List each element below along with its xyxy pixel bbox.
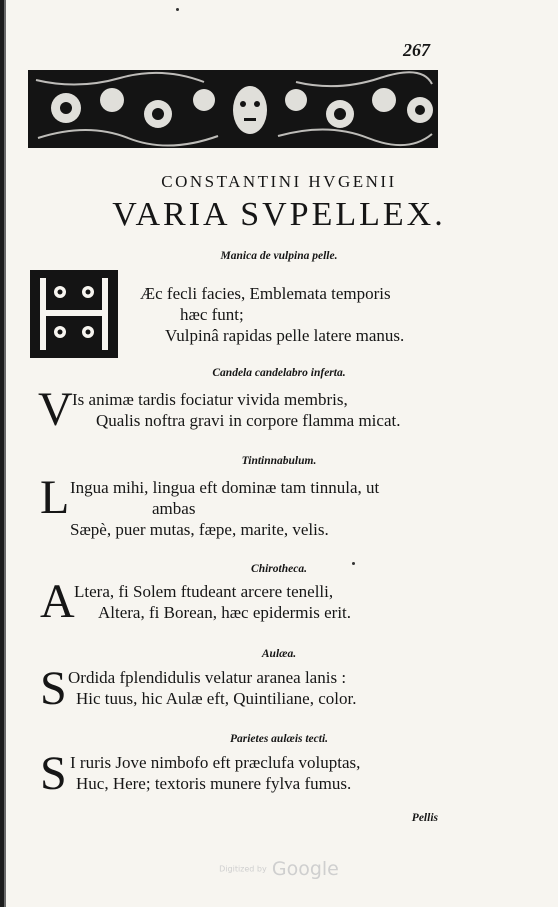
- poem-heading: Chirotheca.: [251, 563, 307, 575]
- drop-cap-letter: A: [40, 575, 75, 628]
- poem-heading: Manica de vulpina pelle.: [220, 250, 338, 262]
- drop-cap-letter: S: [40, 747, 67, 800]
- drop-cap-letter: L: [40, 471, 70, 524]
- verse-line: ambas: [152, 499, 196, 518]
- collection-title: VARIA SVPELLEX.: [112, 196, 446, 233]
- binding-edge-shadow: [4, 0, 6, 907]
- watermark-prefix: Digitized by: [219, 864, 267, 874]
- verse-line: Altera, fi Borean, hæc epidermis erit.: [98, 603, 352, 622]
- poem-heading: Aulæa.: [261, 648, 297, 660]
- verse-line: Ltera, fi Solem ftudeant arcere tenelli,: [74, 582, 334, 601]
- verse-line: Hic tuus, hic Aulæ eft, Quintiliane, color.: [76, 689, 357, 708]
- verse-line: Huc, Here; textoris munere fylva fumus.: [76, 774, 352, 793]
- verse-line: Ingua mihi, lingua eft dominæ tam tinnula, ut: [70, 478, 380, 497]
- poem-heading: Candela candelabro inferta.: [212, 367, 346, 379]
- drop-cap-letter: S: [40, 662, 67, 715]
- verse-line: Sæpè, puer mutas, fæpe, marite, velis.: [70, 520, 329, 539]
- verse-line: Æc fecli facies, Emblemata temporis: [140, 284, 391, 303]
- verse-line: Is animæ tardis fociatur vivida membris,: [72, 390, 348, 409]
- verse-line: Qualis noftra gravi in corpore flamma micat.: [96, 411, 401, 430]
- google-logo: Google: [271, 858, 339, 880]
- poem-heading: Tintinnabulum.: [241, 455, 317, 467]
- drop-cap-letter: V: [38, 383, 73, 436]
- ornamental-headpiece: [28, 70, 438, 148]
- poem-heading: Parietes aulæis tecti.: [229, 733, 329, 745]
- verse-line: Ordida fplendidulis velatur aranea lanis :: [68, 668, 347, 687]
- author-heading: CONSTANTINI HVGENII: [161, 172, 397, 191]
- verse-line: hæc funt;: [180, 305, 244, 324]
- print-speck: [176, 8, 179, 11]
- verse-line: Vulpinâ rapidas pelle latere manus.: [165, 326, 405, 345]
- verse-line: I ruris Jove nimbofo eft præclufa voluptas,: [70, 753, 361, 772]
- page-number: 267: [403, 40, 430, 60]
- catchword: Pellis: [411, 812, 438, 824]
- decorated-initial-block: [30, 270, 118, 358]
- digitization-watermark: [0, 858, 558, 880]
